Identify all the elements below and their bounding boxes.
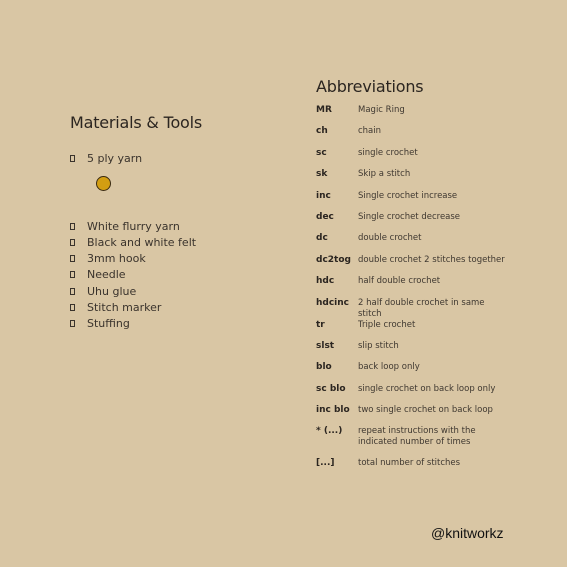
abbreviation-row xyxy=(316,105,556,126)
list-item xyxy=(70,299,290,315)
abbreviation-row xyxy=(316,320,556,341)
list-item xyxy=(70,283,290,299)
abbreviation-key: [...] xyxy=(316,458,335,469)
list-item xyxy=(70,150,290,166)
abbreviation-meaning: 2 half double crochet in same stitch xyxy=(358,297,485,319)
checkbox-icon xyxy=(70,239,75,246)
materials-list xyxy=(70,150,290,332)
abbreviation-key: sc blo xyxy=(316,383,346,394)
checkbox-icon xyxy=(70,304,75,311)
abbreviation-row xyxy=(316,212,556,233)
abbreviation-meaning: single crochet on back loop only xyxy=(358,383,496,394)
material-label: White flurry yarn xyxy=(87,219,180,233)
abbreviation-key: sk xyxy=(316,169,328,180)
abbreviation-row xyxy=(316,341,556,362)
abbreviation-meaning: Magic Ring xyxy=(358,105,405,115)
abbreviation-meaning: Triple crochet xyxy=(358,319,416,330)
list-item xyxy=(70,251,290,267)
list-item xyxy=(70,218,290,234)
abbreviation-meaning: half double crochet xyxy=(358,276,441,287)
checkbox-icon xyxy=(70,255,75,262)
abbreviation-key: dec xyxy=(316,211,334,222)
abbreviation-meaning: single crochet xyxy=(358,147,418,158)
list-item xyxy=(70,315,290,331)
checkbox-icon xyxy=(70,320,75,327)
abbreviation-row xyxy=(316,426,556,458)
abbreviation-key: * (...) xyxy=(316,426,343,437)
material-label: Stuffing xyxy=(87,316,130,330)
abbreviation-key: dc2tog xyxy=(316,254,351,265)
abbreviation-meaning: Skip a stitch xyxy=(358,169,411,180)
yarn-color-swatch xyxy=(96,176,111,191)
author-handle: @knitworkz xyxy=(431,525,504,541)
abbreviation-key: slst xyxy=(316,340,335,351)
abbreviation-meaning: Single crochet decrease xyxy=(358,211,461,222)
material-label: Needle xyxy=(87,268,126,282)
abbreviation-meaning: back loop only xyxy=(358,362,420,373)
abbreviation-meaning: two single crochet on back loop xyxy=(358,405,493,416)
abbreviation-row xyxy=(316,384,556,405)
abbreviation-key: tr xyxy=(316,319,325,330)
abbreviation-row xyxy=(316,169,556,190)
checkbox-icon xyxy=(70,271,75,278)
checkbox-icon xyxy=(70,155,75,162)
abbreviation-key: MR xyxy=(316,105,332,115)
abbreviation-meaning: repeat instructions with the indicated number of times xyxy=(358,426,476,448)
yarn-swatch-row xyxy=(70,166,290,218)
abbreviation-key: sc xyxy=(316,147,327,158)
abbreviation-row xyxy=(316,191,556,212)
abbreviation-row xyxy=(316,458,556,479)
materials-section xyxy=(70,113,290,332)
abbreviation-row xyxy=(316,276,556,297)
materials-title: Materials & Tools xyxy=(70,113,202,132)
abbreviation-row xyxy=(316,233,556,254)
material-label: 3mm hook xyxy=(87,252,146,266)
material-label: Uhu glue xyxy=(87,284,137,298)
abbreviations-section xyxy=(316,77,556,480)
abbreviation-row xyxy=(316,126,556,147)
abbreviation-row xyxy=(316,255,556,276)
abbreviation-key: inc xyxy=(316,190,331,201)
list-item xyxy=(70,234,290,250)
abbreviation-key: ch xyxy=(316,126,328,137)
material-label: Black and white felt xyxy=(87,235,197,249)
abbreviation-key: inc blo xyxy=(316,405,350,416)
abbreviation-meaning: double crochet 2 stitches together xyxy=(358,254,505,265)
abbreviation-meaning: Single crochet increase xyxy=(358,190,458,201)
abbreviation-row xyxy=(316,148,556,169)
abbreviation-row xyxy=(316,298,556,320)
abbreviation-key: dc xyxy=(316,233,328,244)
abbreviations-title: Abbreviations xyxy=(316,77,424,96)
abbreviation-key: hdc xyxy=(316,276,335,287)
abbreviation-row xyxy=(316,362,556,383)
abbreviation-meaning: total number of stitches xyxy=(358,458,461,469)
abbreviation-meaning: slip stitch xyxy=(358,340,399,351)
abbreviation-meaning: chain xyxy=(358,126,382,137)
material-label: Stitch marker xyxy=(87,300,162,314)
abbreviation-row xyxy=(316,405,556,426)
list-item xyxy=(70,267,290,283)
abbreviation-key: hdcinc xyxy=(316,297,350,308)
checkbox-icon xyxy=(70,223,75,230)
material-label: 5 ply yarn xyxy=(87,151,143,165)
abbreviations-list xyxy=(316,105,556,480)
checkbox-icon xyxy=(70,288,75,295)
abbreviation-meaning: double crochet xyxy=(358,233,422,244)
abbreviation-key: blo xyxy=(316,362,332,373)
